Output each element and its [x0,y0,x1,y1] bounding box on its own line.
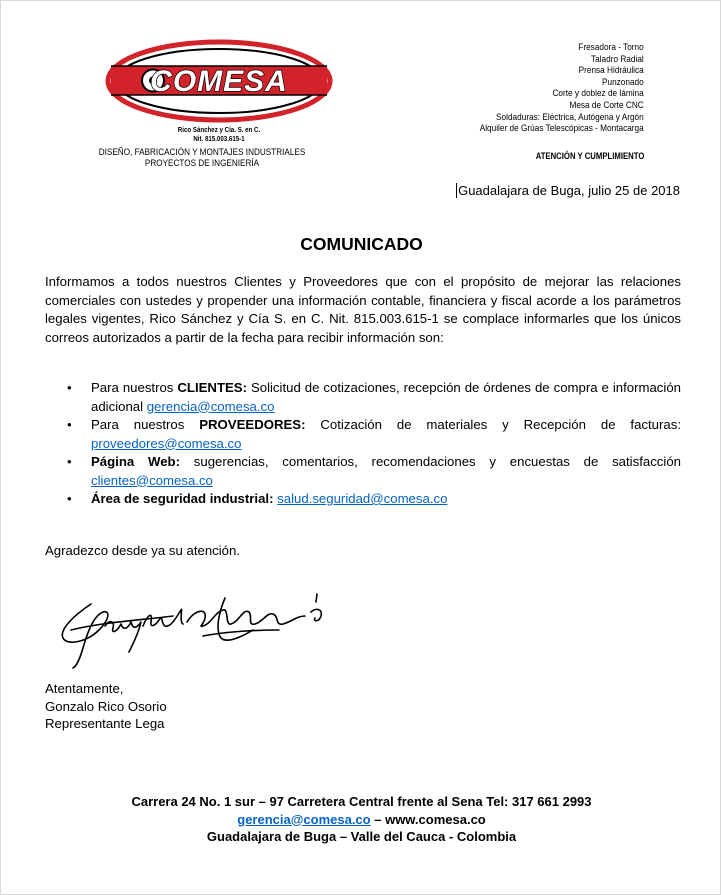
service-item: Fresadora - Torno [578,42,644,53]
closing-salutation: Atentamente, [45,681,124,696]
email-list [45,379,681,509]
service-item: Punzonado [602,76,644,88]
company-nit: Nit. 815.003.615-1 [193,134,245,143]
letter-footer [1,793,721,846]
list-item [45,453,681,490]
handwritten-signature [53,586,333,671]
email-link-clientes[interactable]: clientes@comesa.co [91,472,213,488]
closing-block [45,680,167,733]
services-list [480,42,644,135]
letter-title: COMUNICADO [300,234,423,254]
company-legal-info [122,125,316,143]
signer-name: Gonzalo Rico Osorio [45,698,167,714]
company-name: Rico Sánchez y Cía. S. en C. [177,125,261,134]
bullet-label: Área de seguridad industrial: [91,491,274,506]
signer-title: Representante Lega [45,716,165,731]
bullet-icon: • [67,417,72,432]
company-description-line: PROYECTOS DE INGENIERÍA [144,157,260,169]
email-link-gerencia[interactable]: gerencia@comesa.co [146,398,275,414]
bullet-icon: • [67,491,72,506]
bullet-label: CLIENTES: [177,380,247,395]
footer-separator: – [370,811,386,827]
text-cursor [456,183,457,198]
footer-contact-line [1,811,721,829]
bullet-icon: • [67,380,72,395]
list-item [45,416,681,453]
bullet-text: Solicitud de cotizaciones, recepción de órdenes de compra e información adicional [91,380,682,414]
email-link-seguridad[interactable]: salud.seguridad@comesa.co [277,491,448,506]
bullet-icon: • [67,454,72,469]
list-item [45,379,681,416]
footer-website: www.comesa.co [385,811,486,827]
service-item: Alquiler de Grúas Telescópicas - Montacarga [479,123,644,135]
email-link-proveedores[interactable]: proveedores@comesa.co [91,435,242,451]
intro-paragraph: Informamos a todos nuestros Clientes y Proveedores que con el propósito de mejorar las relaciones comerciales con ustedes y propender una información contable, financiera y fiscal acorde a los parámetros legales vigentes, Rico Sánchez y Cía S. en C. Nit. 815.003.615-1 se complace informarles que los únicos correos autorizados a partir de la fecha para recibir información son: [45,274,681,345]
letter-date-text: Guadalajara de Buga, julio 25 de 2018 [458,183,680,198]
company-description [89,148,314,169]
footer-address: Carrera 24 No. 1 sur – 97 Carretera Central frente al Sena Tel: 317 661 2993 [131,794,592,809]
service-item: Soldaduras: Eléctrica, Autógena y Argón [496,111,644,123]
footer-email-link[interactable]: gerencia@comesa.co [237,811,371,827]
service-item: Mesa de Corte CNC [569,99,644,111]
company-description-line: DISEÑO, FABRICACIÓN Y MONTAJES INDUSTRIALES [98,147,306,158]
letter-date [456,183,680,198]
bullet-prefix: Para nuestros [91,380,178,395]
footer-city: Guadalajara de Buga – Valle del Cauca - Colombia [206,829,517,844]
comesa-logo [105,39,333,123]
service-item: Taladro Radial [591,53,644,65]
company-motto: ATENCIÓN Y CUMPLIMIENTO [535,151,644,161]
bullet-label: Página Web: [91,454,180,469]
bullet-label: PROVEEDORES: [199,417,306,432]
bullet-text: Cotización de materiales y Recepción de facturas: [305,417,681,432]
bullet-prefix: Para nuestros [91,417,200,432]
service-item: Prensa Hidráulica [578,65,644,77]
bullet-text: sugerencias, comentarios, recomendaciones y encuestas de satisfacción [180,454,681,469]
thanks-line: Agradezco desde ya su atención. [45,543,241,558]
list-item [45,490,681,509]
logo-text: COMESA [150,65,288,98]
service-item: Corte y doblez de lámina [552,88,644,100]
